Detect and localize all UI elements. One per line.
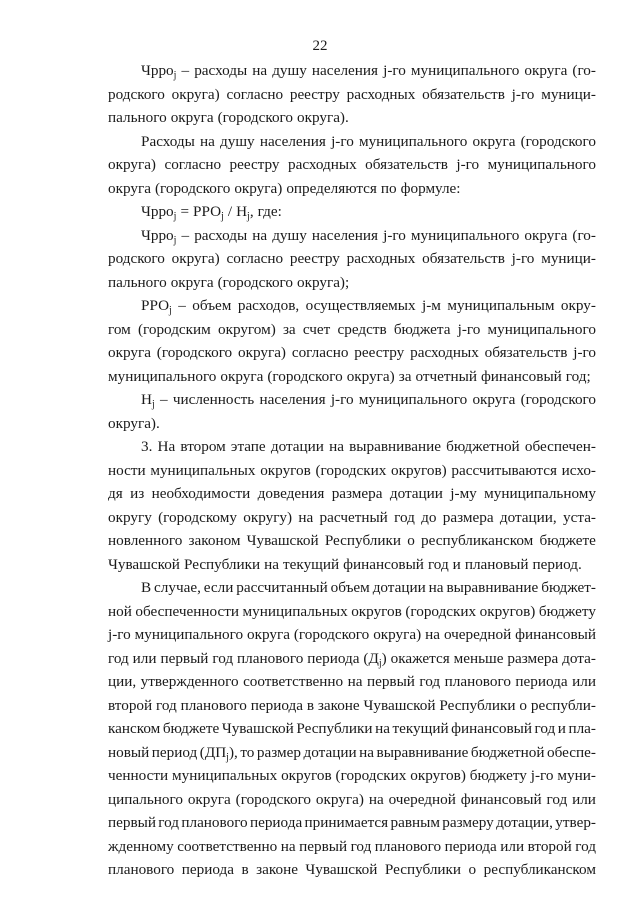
text-line: пального округа (городского округа); (108, 273, 350, 291)
text-line: В случае, если рассчитанный объем дотации на выравнивание бюджет- (141, 579, 596, 596)
text-line: ципального округа (городского округа) на очередной финансовый год или (108, 790, 596, 808)
text-line: второй год планового периода в законе Чувашской Республики о республи- (108, 696, 596, 714)
text-line: ности муниципальных округов (городских округов) рассчитываются исхо- (108, 461, 596, 479)
document-text (108, 59, 596, 882)
text-line: округа (городского округа) согласно реестру расходных обязательств j-го (108, 344, 596, 361)
text-line: гом (городским округом) за счет средств бюджета j-го муниципального (108, 320, 596, 338)
page-number: 22 (312, 38, 328, 54)
text-line: ции, утвержденного соответственно на первый год планового периода или (108, 673, 596, 690)
text-line: округа) согласно реестру расходных обязательств j-го муниципального (108, 156, 596, 173)
text-line: жденному соответственно на первый год планового периода или второй год (108, 837, 596, 855)
text-line: Чрро$_j$ – расходы на душу населения j-го муниципального округа (го- (141, 226, 596, 246)
text-line: Чрро$_j$ = $РРО_j$ / $Н_j$, где: (141, 203, 282, 222)
text-line: новленного законом Чувашской Республики о республиканском бюджете (108, 532, 596, 549)
text-line: ченности муниципальных округов (городских округов) бюджету j-го муни- (108, 767, 596, 784)
text-line: j-го муниципального округа (городского округа) на очередной финансовый (108, 626, 596, 643)
text-line: $Н_j$ – численность населения j-го муниципального округа (городского (141, 391, 596, 410)
text-line: округа (городского округа) определяются по формуле: (108, 179, 461, 197)
text-line: округа). (108, 414, 160, 432)
text-line: канском бюджете Чувашской Республики на текущий финансовый год и пла- (108, 720, 596, 737)
text-line: Чрро$_j$ – расходы на душу населения j-го муниципального округа (го- (141, 62, 596, 81)
text-line: новый период $(ДП_j)$, то размер дотации на выравнивание бюджетной обеспе- (108, 743, 596, 763)
text-line: первый год планового периода принимается равным размеру дотации, утвер- (108, 814, 596, 831)
text-line: 3. На втором этапе дотации на выравнивание бюджетной обеспечен- (141, 438, 596, 455)
text-line: родского округа) согласно реестру расходных обязательств j-го муници- (108, 85, 596, 103)
text-line: округу (городскому округу) на расчетный год до размера дотации, уста- (108, 508, 596, 526)
text-line: Чувашской Республики на текущий финансовый год и плановый период. (108, 555, 582, 573)
text-line: муниципального округа (городского округа) за отчетный финансовый год; (108, 367, 591, 385)
text-line: Расходы на душу населения j-го муниципального округа (городского (141, 132, 596, 150)
text-line: дя из необходимости доведения размера дотации j-му муниципальному (108, 485, 596, 502)
text-line: пального округа (городского округа). (108, 109, 349, 126)
text-line: планового периода в законе Чувашской Республики о республиканском (108, 861, 596, 878)
text-line: ной обеспеченности муниципальных округов (городских округов) бюджету (108, 602, 596, 620)
text-line: родского округа) согласно реестру расходных обязательств j-го муници- (108, 250, 596, 267)
text-line: год или первый год планового периода $(Д_j)$ окажется меньше размера дота- (108, 649, 596, 669)
text-line: $РРО_j$ – объем расходов, осуществляемых j-м муниципальным окру- (141, 297, 596, 316)
